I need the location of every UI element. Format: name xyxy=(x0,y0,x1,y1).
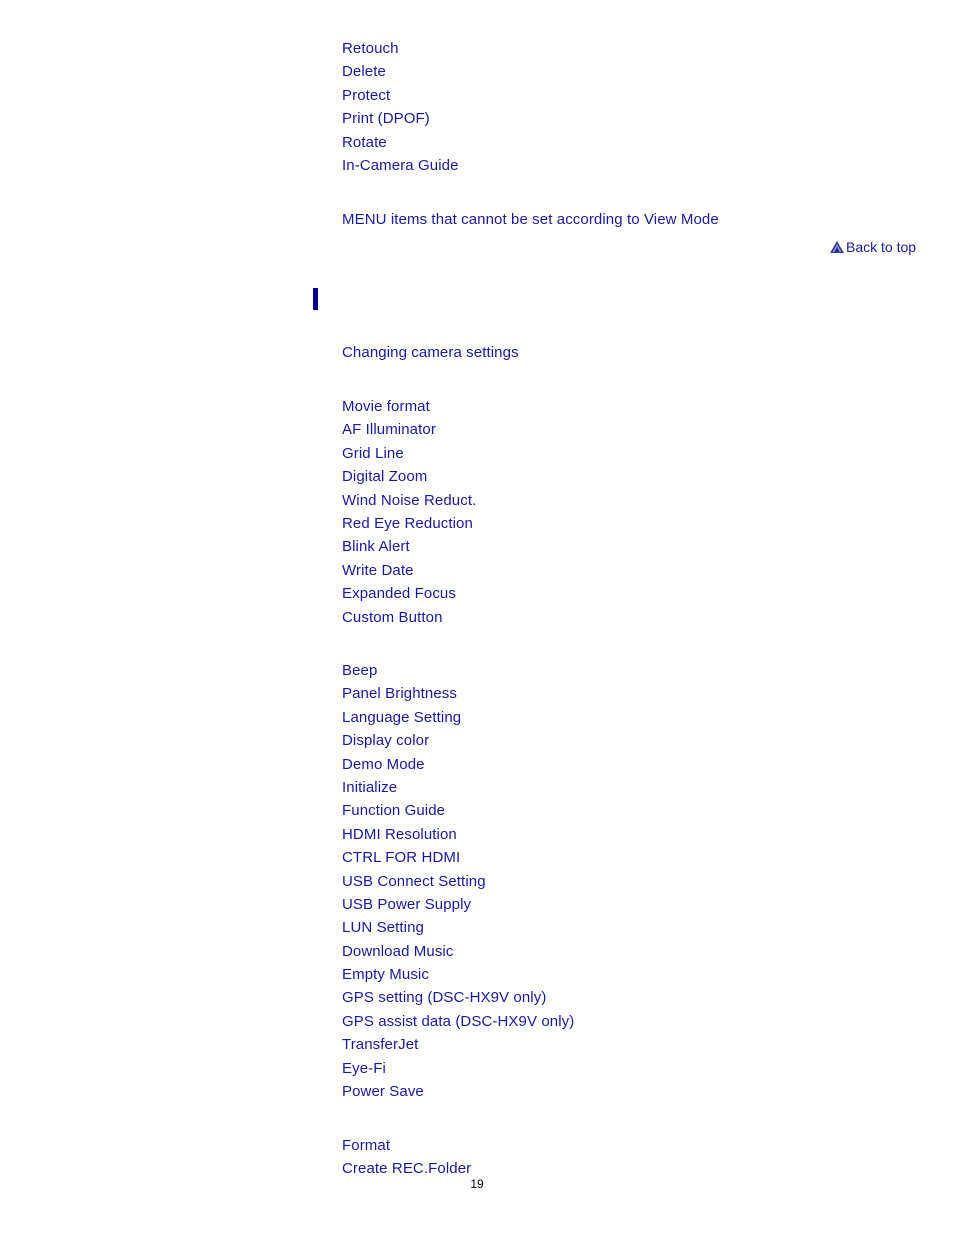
main-setting-item[interactable]: Initialize xyxy=(342,778,398,796)
shooting-setting-item[interactable]: Write Date xyxy=(342,561,414,579)
view-mode-list xyxy=(342,208,719,231)
main-setting-item[interactable]: CTRL FOR HDMI xyxy=(342,849,461,867)
main-setting-item[interactable]: Language Setting xyxy=(342,708,462,726)
main-setting-item[interactable]: GPS setting (DSC-HX9V only) xyxy=(342,989,547,1007)
main-setting-item[interactable]: Display color xyxy=(342,732,430,750)
memory-card-tool-list xyxy=(342,1134,471,1181)
main-setting-item[interactable]: USB Power Supply xyxy=(342,895,472,913)
playback-menu-item[interactable]: Retouch xyxy=(342,40,399,57)
main-setting-item[interactable]: Eye-Fi xyxy=(342,1059,386,1077)
shooting-setting-item[interactable]: Digital Zoom xyxy=(342,468,428,486)
main-setting-item[interactable]: Demo Mode xyxy=(342,755,425,773)
back-to-top-triangle-icon xyxy=(830,239,844,257)
main-setting-item[interactable]: Function Guide xyxy=(342,802,446,820)
main-setting-item[interactable]: Beep xyxy=(342,662,378,679)
back-to-top-label: Back to top xyxy=(846,239,917,255)
settings-heading-list xyxy=(342,341,519,364)
playback-menu-item[interactable]: Rotate xyxy=(342,133,387,151)
changing-camera-settings-link[interactable]: Changing camera settings xyxy=(342,344,519,361)
playback-menu-item[interactable]: Delete xyxy=(342,63,386,81)
main-setting-item[interactable]: USB Connect Setting xyxy=(342,872,486,890)
playback-menu-list xyxy=(342,37,459,177)
playback-menu-item[interactable]: In-Camera Guide xyxy=(342,156,459,174)
main-setting-item[interactable]: TransferJet xyxy=(342,1036,419,1054)
shooting-setting-item[interactable]: AF Illuminator xyxy=(342,421,436,439)
playback-menu-item[interactable]: Print (DPOF) xyxy=(342,110,430,128)
main-setting-item[interactable]: HDMI Resolution xyxy=(342,825,457,843)
view-mode-restrictions-link[interactable]: MENU items that cannot be set according to View Mode xyxy=(342,211,719,228)
main-setting-item[interactable]: Empty Music xyxy=(342,966,429,984)
playback-menu-item[interactable]: Protect xyxy=(342,86,391,104)
section-heading-bar xyxy=(313,288,318,310)
main-setting-item[interactable]: Download Music xyxy=(342,942,454,960)
back-to-top-link[interactable] xyxy=(830,238,916,256)
shooting-setting-item[interactable]: Movie format xyxy=(342,398,430,415)
shooting-setting-item[interactable]: Wind Noise Reduct. xyxy=(342,491,477,509)
main-setting-item[interactable]: Power Save xyxy=(342,1083,424,1101)
shooting-settings-list xyxy=(342,395,476,629)
shooting-setting-item[interactable]: Expanded Focus xyxy=(342,585,456,603)
shooting-setting-item[interactable]: Custom Button xyxy=(342,608,443,626)
main-setting-item[interactable]: GPS assist data (DSC-HX9V only) xyxy=(342,1012,575,1030)
memory-card-tool-item[interactable]: Format xyxy=(342,1137,391,1154)
main-setting-item[interactable]: Panel Brightness xyxy=(342,685,458,703)
shooting-setting-item[interactable]: Grid Line xyxy=(342,444,404,462)
memory-card-tool-item[interactable]: Create REC.Folder xyxy=(342,1160,472,1178)
shooting-setting-item[interactable]: Blink Alert xyxy=(342,538,410,556)
main-setting-item[interactable]: LUN Setting xyxy=(342,919,424,937)
main-settings-list xyxy=(342,659,574,1103)
page-number: 19 xyxy=(470,1177,484,1191)
shooting-setting-item[interactable]: Red Eye Reduction xyxy=(342,514,473,532)
